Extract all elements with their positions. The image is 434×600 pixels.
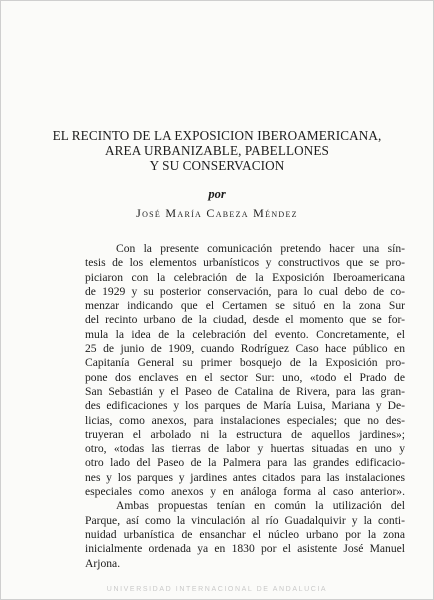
body-text <box>85 242 405 571</box>
text-line: nes y los parques y jardines antes citados para las instalaciones <box>85 470 405 484</box>
text-line: licias, como anexos, para instalaciones especiales; que no des- <box>85 413 405 427</box>
text-line: mula la idea de la celebración del evento. Concretamente, el <box>85 327 405 341</box>
footer-watermark: UNIVERSIDAD INTERNACIONAL DE ANDALUCIA <box>106 586 328 593</box>
text-line: Arjona. <box>85 556 121 570</box>
title-line: Y SU CONSERVACION <box>149 158 285 173</box>
text-line: Capitanía General su primer bosquejo de la Exposición pro- <box>85 356 405 370</box>
text-line: menzar indicando que el Certamen se situó en la zona Sur <box>85 299 405 313</box>
by-label: por <box>208 187 226 201</box>
text-line: San Sebastián y el Paseo de Catalina de Rivera, para las gran- <box>85 384 405 398</box>
text-line: Parque, así como la vinculación al río Guadalquivir y la conti- <box>85 513 405 527</box>
text-line: Ambas propuestas tenían en común la utilización del <box>116 499 405 513</box>
text-line: truyeran el arbolado ni la estructura de aquellos jardines»; <box>85 427 405 441</box>
text-line: des edificaciones y los parques de María Luisa, Mariana y De- <box>85 399 405 413</box>
author-name: José María Cabeza Méndez <box>136 206 298 220</box>
text-line: tesis de los elementos urbanísticos y constructivos que se pro- <box>85 256 405 270</box>
text-line: del recinto urbano de la ciudad, desde el momento que se for- <box>85 313 405 327</box>
text-line: otro lado del Paseo de la Palmera para las grandes edificacio- <box>85 456 405 470</box>
article-title <box>40 128 394 173</box>
text-line: nuidad urbanística de ensanchar el núcleo urbano por la zona <box>85 527 405 541</box>
text-line: pone dos enclaves en el sector Sur: uno, «todo el Prado de <box>85 370 405 384</box>
text-line: especiales como anexos y en análoga forma al caso anterior». <box>85 485 405 499</box>
text-line: de 1929 y su posterior conservación, para lo cual debo de co- <box>85 284 405 298</box>
title-line: EL RECINTO DE LA EXPOSICION IBEROAMERICANA, <box>52 128 382 143</box>
text-line: Con la presente comunicación pretendo hacer una sín- <box>116 242 405 255</box>
text-line: inicialmente ordenada ya en 1830 por el asistente José Manuel <box>85 542 405 556</box>
text-line: otro, «todas las tierras de labor y huertas situadas en uno y <box>85 442 405 456</box>
title-line: AREA URBANIZABLE, PABELLONES <box>105 143 329 158</box>
text-line: 25 de junio de 1909, cuando Rodríguez Caso hace público en <box>85 342 405 356</box>
text-line: piciaron con la celebración de la Exposición Iberoamericana <box>85 270 405 284</box>
